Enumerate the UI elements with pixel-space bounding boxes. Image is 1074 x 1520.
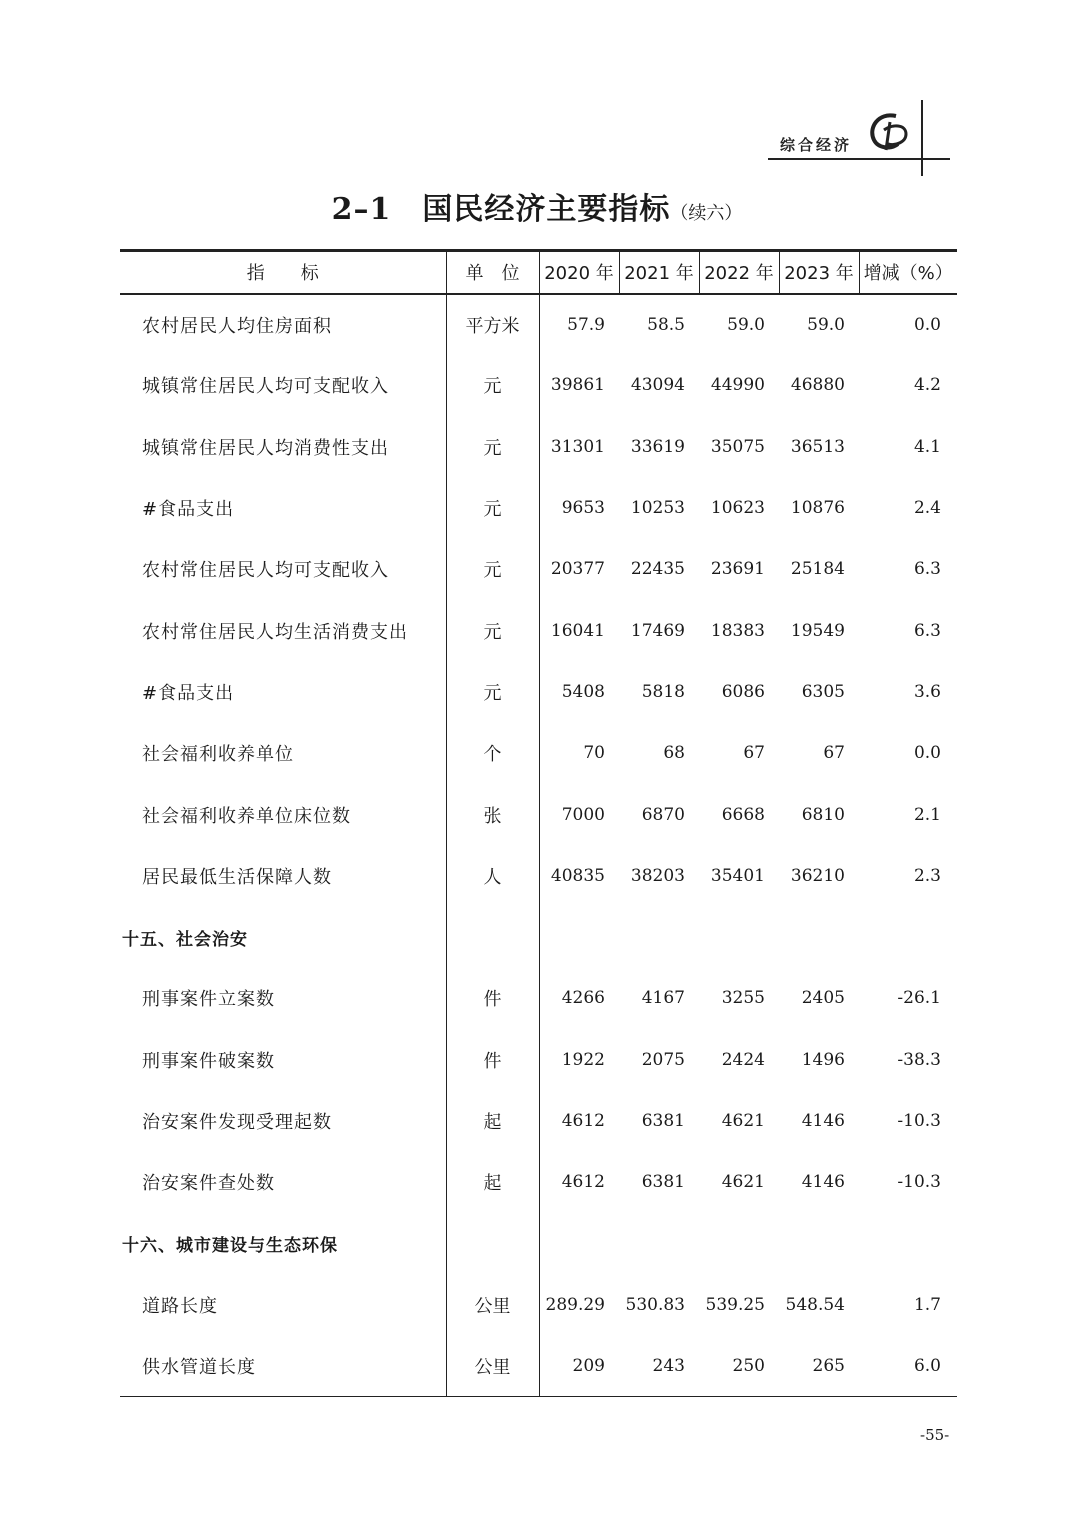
unit-cell: 起 bbox=[446, 1152, 539, 1213]
value-2022-cell: 250 bbox=[699, 1336, 779, 1397]
table-row bbox=[120, 1090, 957, 1151]
value-2021-cell: 68 bbox=[663, 743, 685, 764]
unit-cell: 公里 bbox=[446, 1336, 539, 1397]
value-2022-cell: 44990 bbox=[710, 375, 765, 396]
value-2021-cell: 38203 bbox=[630, 865, 685, 886]
page-number: -55- bbox=[920, 1426, 950, 1444]
change-cell: 6.3 bbox=[913, 620, 941, 641]
value-2023-cell: 67 bbox=[823, 743, 845, 764]
unit-cell: 元 bbox=[446, 477, 539, 538]
value-2022-cell bbox=[699, 1213, 779, 1274]
section-row bbox=[120, 1213, 957, 1274]
title-sub: （续六） bbox=[670, 203, 743, 224]
unit-cell: 元 bbox=[446, 355, 539, 416]
table-row bbox=[120, 294, 957, 355]
value-2020-cell: 4612 bbox=[561, 1111, 605, 1131]
indicator-cell: 居民最低生活保障人数 bbox=[142, 866, 332, 888]
table-row bbox=[120, 1029, 957, 1090]
change-cell: -10.3 bbox=[897, 1111, 941, 1131]
change-cell: 4.1 bbox=[913, 436, 941, 457]
value-2023-cell: 10876 bbox=[790, 498, 845, 519]
value-2022-cell: 59.0 bbox=[727, 314, 765, 335]
change-cell: -10.3 bbox=[897, 1172, 941, 1193]
change-cell: 0.0 bbox=[913, 314, 941, 335]
value-2020-cell: 20377 bbox=[550, 559, 605, 580]
indicator-cell: #食品支出 bbox=[142, 682, 235, 704]
section-label: 综合经济 bbox=[780, 136, 853, 154]
col-header-2023: 2023 年 bbox=[779, 251, 859, 294]
value-2023-cell: 2405 bbox=[801, 988, 845, 1009]
value-2021-cell: 6381 bbox=[641, 1172, 685, 1193]
value-2020-cell: 40835 bbox=[550, 865, 605, 886]
table-row bbox=[120, 1152, 957, 1213]
value-2020-cell: 4266 bbox=[561, 988, 605, 1009]
table-row bbox=[120, 1274, 957, 1335]
indicator-cell: 农村居民人均住房面积 bbox=[142, 315, 332, 337]
value-2022-cell: 67 bbox=[743, 743, 765, 764]
value-2022-cell: 539.25 bbox=[705, 1294, 765, 1315]
col-header-change: 增减（%） bbox=[859, 251, 957, 294]
change-cell: -26.1 bbox=[897, 988, 941, 1009]
value-2021-cell: 10253 bbox=[630, 498, 685, 519]
indicator-cell: 社会福利收养单位 bbox=[142, 744, 294, 766]
value-2023-cell: 4146 bbox=[801, 1111, 845, 1131]
title-main: 2–1 国民经济主要指标 bbox=[331, 192, 671, 227]
value-2020-cell: 7000 bbox=[561, 804, 605, 825]
section-row bbox=[120, 906, 957, 967]
value-2022-cell: 3255 bbox=[721, 988, 765, 1009]
value-2023-cell: 59.0 bbox=[807, 314, 845, 335]
unit-cell bbox=[446, 1213, 539, 1274]
unit-cell: 元 bbox=[446, 600, 539, 661]
page-title bbox=[0, 184, 1074, 228]
unit-cell: 元 bbox=[446, 661, 539, 722]
value-2021-cell: 6870 bbox=[641, 804, 685, 825]
unit-cell: 个 bbox=[446, 723, 539, 784]
value-2022-cell: 2424 bbox=[721, 1049, 765, 1070]
value-2023-cell: 19549 bbox=[790, 620, 845, 641]
change-cell: 1.7 bbox=[913, 1294, 941, 1315]
value-2023-cell: 36513 bbox=[790, 436, 845, 457]
value-2020-cell: 16041 bbox=[550, 620, 605, 641]
indicator-cell: 刑事案件立案数 bbox=[142, 989, 275, 1011]
value-2023-cell: 25184 bbox=[790, 559, 845, 580]
unit-cell: 件 bbox=[446, 968, 539, 1029]
change-cell: 2.4 bbox=[913, 498, 941, 519]
value-2022-cell bbox=[699, 906, 779, 967]
change-cell bbox=[859, 1213, 957, 1274]
value-2023-cell: 4146 bbox=[801, 1172, 845, 1193]
value-2021-cell: 6381 bbox=[641, 1111, 685, 1131]
col-header-unit: 单 位 bbox=[446, 251, 539, 294]
indicator-cell: 社会福利收养单位床位数 bbox=[142, 805, 351, 827]
value-2021-cell: 4167 bbox=[641, 988, 685, 1009]
value-2021-cell bbox=[619, 1213, 699, 1274]
value-2021-cell: 2075 bbox=[641, 1049, 685, 1070]
unit-cell: 公里 bbox=[446, 1274, 539, 1335]
value-2023-cell bbox=[779, 906, 859, 967]
value-2023-cell: 265 bbox=[779, 1336, 859, 1397]
value-2021-cell: 33619 bbox=[630, 436, 685, 457]
table-row bbox=[120, 477, 957, 538]
indicator-cell: 城镇常住居民人均消费性支出 bbox=[142, 437, 389, 459]
change-cell: 4.2 bbox=[913, 375, 941, 396]
value-2022-cell: 4621 bbox=[721, 1172, 765, 1193]
change-cell: 0.0 bbox=[913, 743, 941, 764]
value-2022-cell: 6086 bbox=[721, 681, 765, 702]
indicator-cell: 治安案件发现受理起数 bbox=[142, 1112, 332, 1133]
value-2020-cell: 70 bbox=[583, 743, 605, 764]
value-2023-cell: 36210 bbox=[790, 865, 845, 886]
value-2023-cell: 6810 bbox=[801, 804, 845, 825]
value-2022-cell: 23691 bbox=[710, 559, 765, 580]
value-2021-cell: 17469 bbox=[630, 620, 685, 641]
table-row bbox=[120, 600, 957, 661]
col-header-indicator: 指 标 bbox=[120, 251, 446, 294]
indicator-cell: 道路长度 bbox=[142, 1295, 218, 1317]
value-2020-cell: 31301 bbox=[550, 436, 605, 457]
table-row bbox=[120, 784, 957, 845]
value-2023-cell: 548.54 bbox=[785, 1294, 845, 1315]
value-2021-cell: 530.83 bbox=[625, 1294, 685, 1315]
col-header-2020: 2020 年 bbox=[539, 251, 619, 294]
change-cell: 2.3 bbox=[913, 865, 941, 886]
value-2021-cell: 243 bbox=[619, 1336, 699, 1397]
change-cell: -38.3 bbox=[897, 1049, 941, 1070]
value-2021-cell bbox=[619, 906, 699, 967]
value-2022-cell: 35401 bbox=[710, 865, 765, 886]
value-2023-cell: 6305 bbox=[801, 681, 845, 702]
indicator-cell: 农村常住居民人均可支配收入 bbox=[142, 560, 389, 582]
value-2021-cell: 58.5 bbox=[647, 314, 685, 335]
unit-cell: 平方米 bbox=[446, 294, 539, 355]
col-header-2022: 2022 年 bbox=[699, 251, 779, 294]
change-cell: 6.3 bbox=[913, 559, 941, 580]
value-2020-cell: 1922 bbox=[561, 1049, 605, 1070]
value-2020-cell: 4612 bbox=[561, 1172, 605, 1193]
value-2020-cell: 289.29 bbox=[545, 1294, 605, 1315]
value-2022-cell: 35075 bbox=[710, 436, 765, 457]
table-row bbox=[120, 845, 957, 906]
unit-cell: 元 bbox=[446, 416, 539, 477]
table-row bbox=[120, 1336, 957, 1397]
indicator-cell: 十六、城市建设与生态环保 bbox=[122, 1236, 338, 1257]
table-header-row bbox=[120, 251, 957, 294]
indicator-cell: 城镇常住居民人均可支配收入 bbox=[142, 376, 389, 398]
value-2020-cell: 9653 bbox=[561, 498, 605, 519]
indicator-cell: 治安案件查处数 bbox=[142, 1173, 275, 1195]
value-2020-cell: 5408 bbox=[561, 681, 605, 702]
value-2022-cell: 4621 bbox=[721, 1111, 765, 1131]
indicator-cell: 刑事案件破案数 bbox=[142, 1050, 275, 1072]
unit-cell: 张 bbox=[446, 784, 539, 845]
table-row bbox=[120, 539, 957, 600]
value-2021-cell: 43094 bbox=[630, 375, 685, 396]
unit-cell: 起 bbox=[446, 1090, 539, 1151]
change-cell: 6.0 bbox=[859, 1336, 957, 1397]
value-2020-cell bbox=[539, 1213, 619, 1274]
value-2023-cell bbox=[779, 1213, 859, 1274]
indicator-cell: 供水管道长度 bbox=[120, 1336, 446, 1397]
value-2022-cell: 18383 bbox=[710, 620, 765, 641]
table-row bbox=[120, 355, 957, 416]
header-vertical-rule bbox=[921, 100, 923, 176]
change-cell: 2.1 bbox=[913, 804, 941, 825]
value-2020-cell: 57.9 bbox=[567, 314, 605, 335]
change-cell: 3.6 bbox=[913, 681, 941, 702]
value-2020-cell bbox=[539, 906, 619, 967]
table-row bbox=[120, 661, 957, 722]
table-row bbox=[120, 416, 957, 477]
unit-cell: 元 bbox=[446, 539, 539, 600]
indicator-cell: 十五、社会治安 bbox=[122, 929, 248, 950]
logo-icon bbox=[866, 110, 912, 156]
value-2020-cell: 209 bbox=[539, 1336, 619, 1397]
table-row bbox=[120, 968, 957, 1029]
indicator-cell: #食品支出 bbox=[142, 499, 235, 521]
indicators-table bbox=[120, 249, 957, 1397]
value-2023-cell: 46880 bbox=[790, 375, 845, 396]
col-header-2021: 2021 年 bbox=[619, 251, 699, 294]
indicator-cell: 农村常住居民人均生活消费支出 bbox=[142, 621, 408, 643]
value-2020-cell: 39861 bbox=[550, 375, 605, 396]
unit-cell: 件 bbox=[446, 1029, 539, 1090]
table-row bbox=[120, 723, 957, 784]
unit-cell bbox=[446, 906, 539, 967]
change-cell bbox=[859, 906, 957, 967]
value-2021-cell: 22435 bbox=[630, 559, 685, 580]
value-2021-cell: 5818 bbox=[641, 681, 685, 702]
unit-cell: 人 bbox=[446, 845, 539, 906]
value-2023-cell: 1496 bbox=[801, 1049, 845, 1070]
value-2022-cell: 6668 bbox=[721, 804, 765, 825]
value-2022-cell: 10623 bbox=[710, 498, 765, 519]
